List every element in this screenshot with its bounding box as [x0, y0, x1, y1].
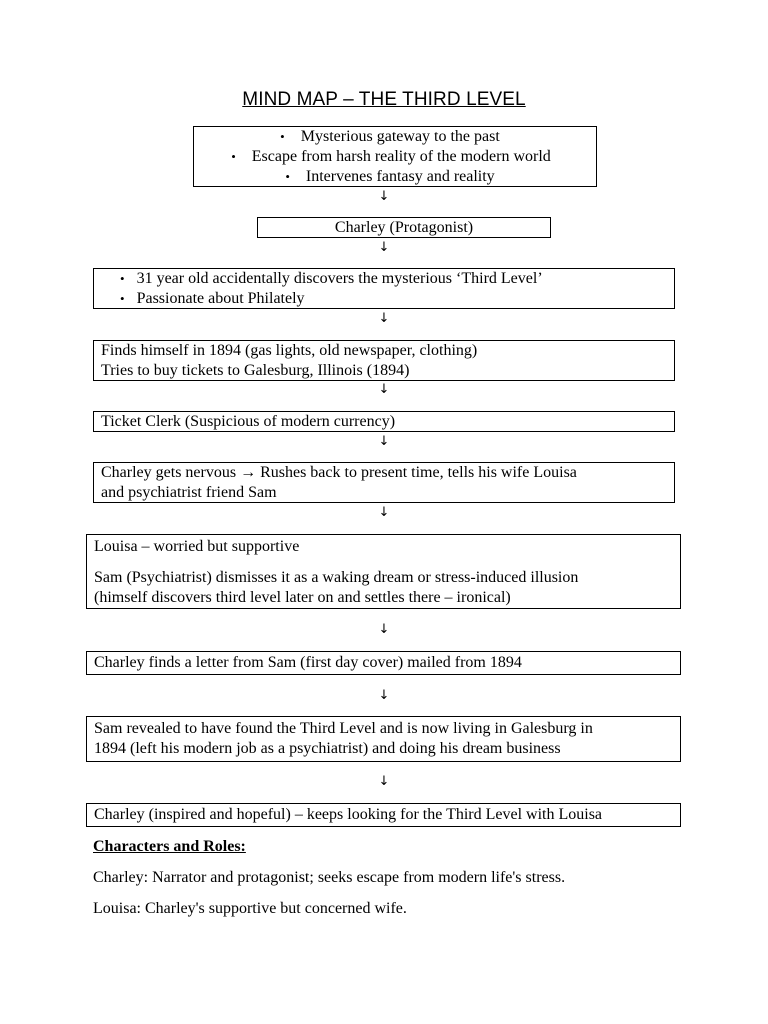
discovery-line: Tries to buy tickets to Galesburg, Illinois (1894) [101, 362, 410, 379]
down-arrow-icon: ↓ [378, 774, 390, 789]
protagonist-box [257, 217, 551, 238]
bullet-icon: • [231, 149, 236, 164]
theme-item [184, 167, 596, 187]
theme-item [184, 127, 596, 147]
down-arrow-icon: ↓ [378, 688, 390, 703]
louisa-reaction: Louisa – worried but supportive [94, 538, 300, 555]
return-box [93, 462, 675, 503]
down-arrow-icon: ↓ [378, 622, 390, 637]
trait-item-text: 31 year old accidentally discovers the mysterious ‘Third Level’ [136, 270, 543, 287]
theme-item-text: Escape from harsh reality of the modern world [251, 148, 551, 165]
theme-item [186, 147, 596, 167]
theme-item-text: Intervenes fantasy and reality [305, 168, 495, 185]
theme-box [193, 126, 597, 187]
clerk-text: Ticket Clerk (Suspicious of modern currency) [101, 413, 396, 430]
down-arrow-icon: ↓ [378, 189, 390, 204]
page-title: MIND MAP – THE THIRD LEVEL [242, 89, 526, 110]
down-arrow-icon: ↓ [378, 505, 390, 520]
theme-item-text: Mysterious gateway to the past [300, 128, 500, 145]
trait-item-text: Passionate about Philately [136, 290, 305, 307]
down-arrow-icon: ↓ [378, 382, 390, 397]
sam-revealed-line: 1894 (left his modern job as a psychiatrist) and doing his dream business [94, 740, 561, 757]
sam-revealed-box [86, 716, 681, 762]
sam-revealed-line: Sam revealed to have found the Third Level and is now living in Galesburg in [94, 720, 593, 737]
clerk-box [93, 411, 675, 432]
return-line: Charley gets nervous → Rushes back to present time, tells his wife Louisa [101, 464, 577, 481]
down-arrow-icon: ↓ [378, 240, 390, 255]
letter-text: Charley finds a letter from Sam (first day cover) mailed from 1894 [94, 654, 522, 671]
sam-reaction-line: (himself discovers third level later on and settles there – ironical) [94, 589, 511, 606]
sam-reaction-line: Sam (Psychiatrist) dismisses it as a waking dream or stress-induced illusion [94, 569, 579, 586]
trait-item [120, 269, 674, 289]
bullet-icon: • [285, 169, 290, 184]
discovery-line: Finds himself in 1894 (gas lights, old newspaper, clothing) [101, 342, 478, 359]
characters-heading: Characters and Roles: [93, 838, 246, 855]
protagonist-text: Charley (Protagonist) [334, 219, 474, 236]
traits-box [93, 268, 675, 309]
down-arrow-icon: ↓ [378, 311, 390, 326]
discovery-box [93, 340, 675, 381]
reactions-box [86, 534, 681, 609]
bullet-icon: • [120, 271, 125, 286]
character-entry: Louisa: Charley's supportive but concerned wife. [93, 900, 407, 917]
character-entry: Charley: Narrator and protagonist; seeks escape from modern life's stress. [93, 869, 566, 886]
trait-item [120, 289, 674, 309]
bullet-icon: • [280, 129, 285, 144]
return-line: and psychiatrist friend Sam [101, 484, 277, 501]
ending-text: Charley (inspired and hopeful) – keeps looking for the Third Level with Louisa [94, 806, 603, 823]
down-arrow-icon: ↓ [378, 434, 390, 449]
letter-box [86, 651, 681, 675]
bullet-icon: • [120, 291, 125, 306]
ending-box [86, 803, 681, 827]
